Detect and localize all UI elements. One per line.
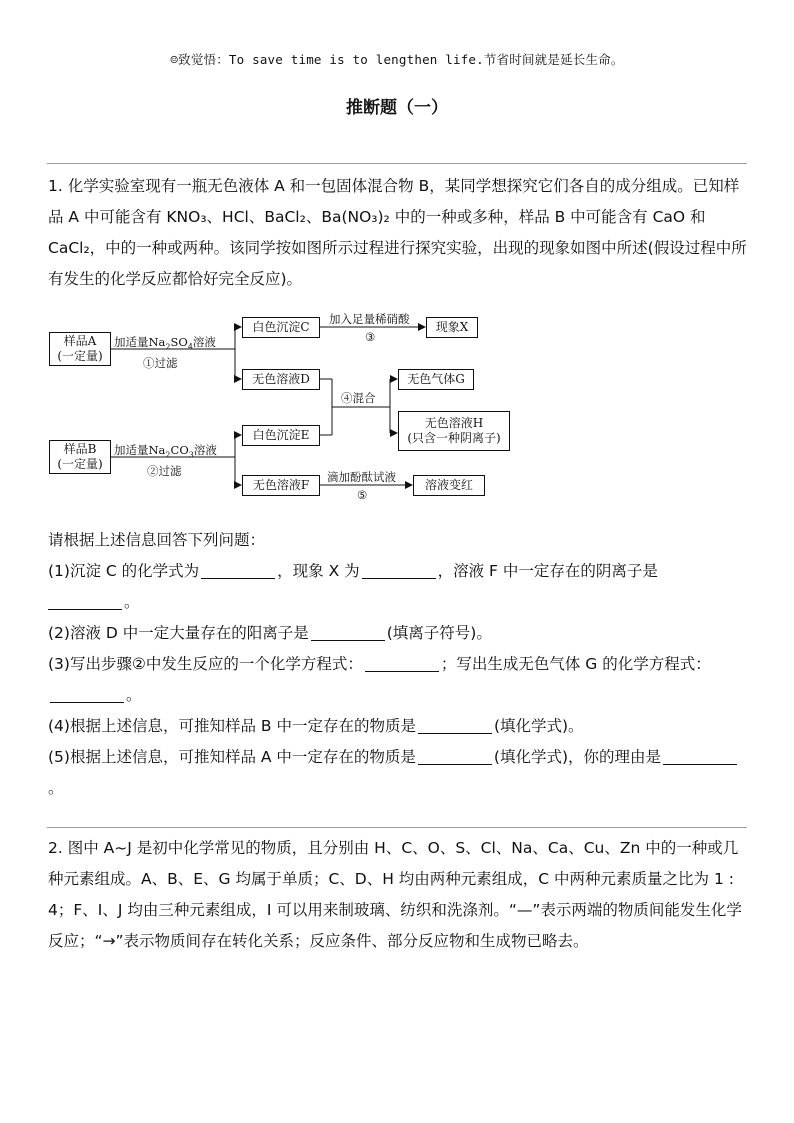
sub-question-5: (5)根据上述信息，可推知样品 A 中一定存在的物质是 (填化学式)，你的理由是。 <box>48 742 748 804</box>
sample-a-box <box>49 332 111 366</box>
question-1-text: 1. 化学实验室现有一瓶无色液体 A 和一包固体混合物 B，某同学想探究它们各自的成分组成。已知样品 A 中可能含有 KNO₃、HCl、BaCl₂、Ba(NO₃)₂ 中的一种或多种，样品 B 中可能含有 CaO 和 CaCl₂，中的一种或两种。该同学按如图所示过程进行探究实验，出现的现象如图中所述(假设过程中所有发生的化学反应都恰好完全反应)。 <box>48 177 747 288</box>
step-5-label: ⑤ <box>357 488 368 502</box>
header-motto: ☺致觉悟：To save time is to lengthen life.节省时间就是延长生命。 <box>170 52 624 67</box>
sample-a-label: 样品A <box>63 334 97 348</box>
reagent-a-label: 加适量$Na_2SO_4$溶液 <box>114 335 216 352</box>
solution-h-note: (只含一种阴离子) <box>407 431 501 445</box>
answer-blank[interactable] <box>418 748 492 765</box>
divider <box>47 163 747 164</box>
mix-step-label: ④混合 <box>341 391 376 405</box>
sample-b-box <box>49 440 111 474</box>
sub-question-1: (1)沉淀 C 的化学式为 ，现象 X 为 ，溶液 F 中一定存在的阴离子是 。 <box>48 562 658 611</box>
answer-blank[interactable] <box>365 655 439 672</box>
answer-blank[interactable] <box>418 717 492 734</box>
answer-blank[interactable] <box>201 562 275 579</box>
solution-f-box: 无色溶液F <box>242 475 320 496</box>
solution-h-label: 无色溶液H <box>424 416 484 430</box>
sub-question-3: (3)写出步骤②中发生反应的一个化学方程式： ；写出生成无色气体 G 的化学方程式：。 <box>48 655 711 704</box>
solution-h-box <box>398 411 510 451</box>
answer-blank[interactable] <box>362 562 436 579</box>
experiment-flow-diagram <box>47 307 522 507</box>
page-title: 推断题（一） <box>346 98 448 118</box>
precipitate-e-box: 白色沉淀E <box>242 425 320 446</box>
step-2-label: ②过滤 <box>147 464 182 478</box>
turns-red-box: 溶液变红 <box>413 475 485 496</box>
sample-b-amount: (一定量) <box>57 457 103 471</box>
sub-question-2: (2)溶液 D 中一定大量存在的阳离子是 (填离子符号)。 <box>48 624 492 642</box>
sample-b-label: 样品B <box>63 442 97 456</box>
reagent-b-label: 加适量$Na_2CO_3$溶液 <box>114 443 217 460</box>
sample-a-amount: (一定量) <box>57 349 103 363</box>
add-acid-label: 加入足量稀硝酸 <box>329 312 410 326</box>
question-prompt: 请根据上述信息回答下列问题： <box>48 531 266 549</box>
phenomenon-x-box: 现象X <box>426 317 478 338</box>
answer-blank[interactable] <box>311 624 385 641</box>
answer-blank[interactable] <box>48 593 122 610</box>
sub-question-4: (4)根据上述信息，可推知样品 B 中一定存在的物质是 (填化学式)。 <box>48 717 584 735</box>
solution-d-box: 无色溶液D <box>242 369 320 390</box>
answer-blank[interactable] <box>663 748 737 765</box>
divider <box>47 827 747 828</box>
step-1-label: ①过滤 <box>143 356 178 370</box>
precipitate-c-box: 白色沉淀C <box>242 317 320 338</box>
step-3-label: ③ <box>365 330 376 344</box>
question-2-text: 2. 图中 A~J 是初中化学常见的物质，且分别由 H、C、O、S、Cl、Na、Ca、Cu、Zn 中的一种或几种元素组成。A、B、E、G 均属于单质；C、D、H 均由两种元素组成，C 中两种元素质量之比为 1 : 4；F、I、J 均由三种元素组成，I 可以用来制玻璃、纺织和洗涤剂。“—”表示两端的物质间能发生化学反应；“→”表示物质间存在转化关系；反应条件、部分反应物和生成物已略去。 <box>48 839 742 950</box>
gas-g-box: 无色气体G <box>398 369 474 390</box>
answer-blank[interactable] <box>50 686 124 703</box>
add-phenolphthalein-label: 滴加酚酞试液 <box>327 470 396 484</box>
